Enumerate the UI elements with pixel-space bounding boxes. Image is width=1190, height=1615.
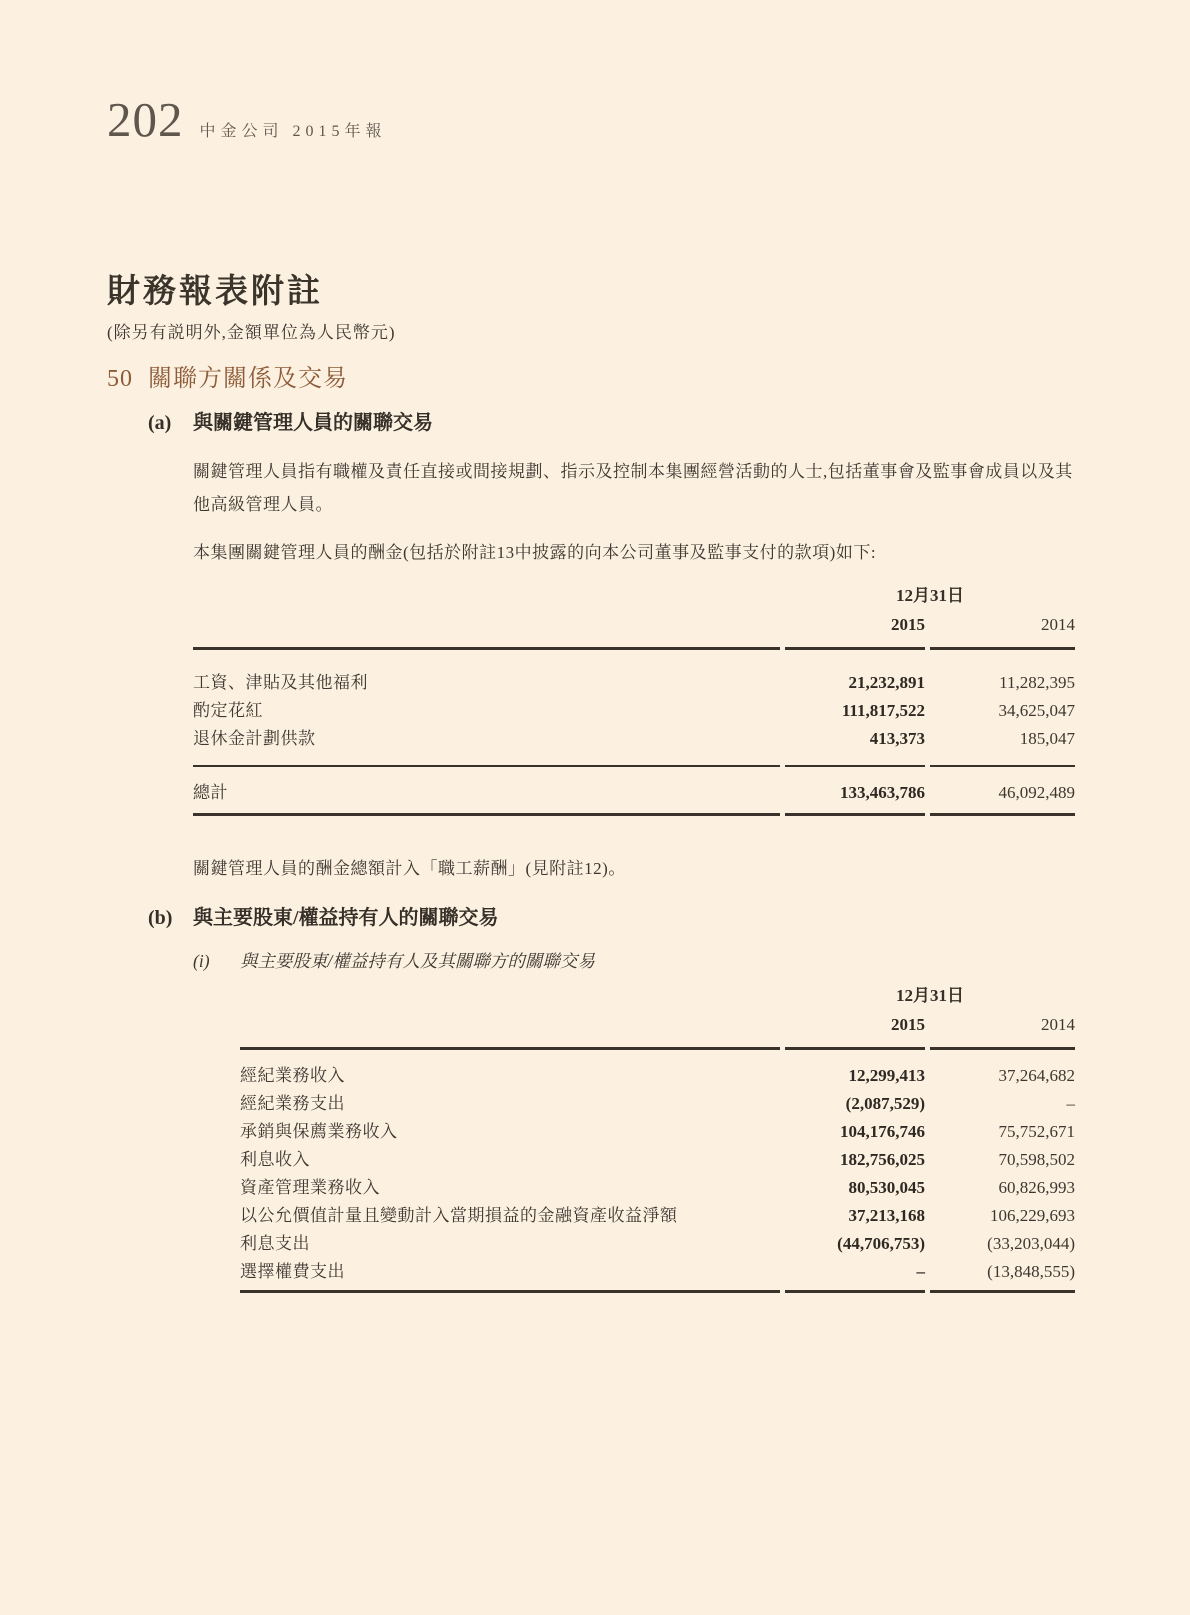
- row-value-2015: 104,176,746: [840, 1122, 925, 1141]
- running-head: [107, 92, 387, 148]
- table-row: [240, 1090, 1075, 1118]
- subsection-b-title: 與主要股東/權益持有人的關聯交易: [193, 907, 499, 929]
- row-value-2014: 70,598,502: [998, 1150, 1075, 1169]
- section-number: 50: [107, 366, 133, 392]
- table2-col-2015: 2015: [891, 1015, 925, 1034]
- table1-body: [193, 650, 1075, 765]
- page-number: 202: [107, 92, 184, 147]
- subsection-a-title: 與關鍵管理人員的關聯交易: [193, 412, 433, 434]
- table2-bottom-rule: [240, 1290, 1075, 1293]
- table2-body: [240, 1050, 1075, 1290]
- subsection-b-marker: (b): [148, 907, 173, 929]
- subsection-b-i-marker: (i): [193, 951, 210, 971]
- paragraph-remuneration-note: 關鍵管理人員的酬金總額計入「職工薪酬」(見附註12)。: [193, 859, 626, 878]
- table-row: [240, 1202, 1075, 1230]
- section-title: 關聯方關係及交易: [148, 366, 348, 392]
- table1-col-2014: 2014: [1041, 615, 1075, 634]
- row-value-2014: 11,282,395: [999, 673, 1075, 692]
- row-value-2015: 12,299,413: [848, 1066, 925, 1085]
- paragraph-key-management-definition: 關鍵管理人員指有職權及責任直接或間接規劃、指示及控制本集團經營活動的人士,包括董事會及監事會成員以及其他高級管理人員。: [193, 462, 1073, 514]
- row-value-2015: 413,373: [869, 729, 925, 748]
- row-label: 經紀業務支出: [240, 1094, 345, 1113]
- table2-date-header-row: [240, 983, 1075, 1009]
- row-value-2015: 111,817,522: [841, 701, 925, 720]
- table1-date-header: 12月31日: [896, 586, 964, 605]
- row-value-2014: –: [1066, 1094, 1075, 1113]
- table1-year-header-row: [193, 613, 1075, 647]
- table2-year-header-row: [240, 1013, 1075, 1047]
- row-label: 資產管理業務收入: [240, 1178, 380, 1197]
- table1-date-header-row: [193, 583, 1075, 609]
- table-row: [193, 725, 1075, 753]
- row-label: 利息支出: [240, 1234, 310, 1253]
- report-brand: 中金公司 2015年報: [199, 123, 387, 140]
- row-value-2014: 60,826,993: [998, 1178, 1075, 1197]
- subsection-a-heading: [148, 408, 433, 438]
- table-row: [240, 1118, 1075, 1146]
- row-value-2014: (33,203,044): [987, 1234, 1075, 1253]
- table2-date-header: 12月31日: [896, 986, 964, 1005]
- row-label: 承銷與保薦業務收入: [240, 1122, 398, 1141]
- table2-header-rule: [240, 1047, 1075, 1050]
- subsection-b-i-heading: [193, 948, 595, 974]
- table-row: [193, 697, 1075, 725]
- row-value-2015: 21,232,891: [848, 673, 925, 692]
- row-value-2015: –: [916, 1262, 925, 1281]
- row-value-2014: 106,229,693: [990, 1206, 1075, 1225]
- row-value-2014: (13,848,555): [987, 1262, 1075, 1281]
- page-title: 財務報表附註: [107, 274, 323, 310]
- row-label: 工資、津貼及其他福利: [193, 673, 368, 692]
- subsection-a-marker: (a): [148, 412, 172, 434]
- row-label: 以公允價值計量且變動計入當期損益的金融資產收益淨額: [240, 1206, 678, 1225]
- shareholder-transactions-table: [240, 983, 1075, 1293]
- row-label: 酌定花紅: [193, 701, 263, 720]
- row-label: 經紀業務收入: [240, 1066, 345, 1085]
- paragraph-remuneration-intro: 本集團關鍵管理人員的酬金(包括於附註13中披露的向本公司董事及監事支付的款項)如下:: [193, 543, 877, 562]
- table1-bottom-rule: [193, 813, 1075, 816]
- row-label: 選擇權費支出: [240, 1262, 345, 1281]
- row-value-2015: 37,213,168: [848, 1206, 925, 1225]
- table1-total-row: [193, 767, 1075, 813]
- total-label: 總計: [193, 782, 228, 802]
- table-row: [240, 1258, 1075, 1286]
- row-value-2014: 34,625,047: [998, 701, 1075, 720]
- row-value-2015: (2,087,529): [845, 1094, 925, 1113]
- row-label: 退休金計劃供款: [193, 729, 316, 748]
- total-value-2014: 46,092,489: [998, 782, 1075, 802]
- row-value-2015: 182,756,025: [840, 1150, 925, 1169]
- row-value-2014: 37,264,682: [998, 1066, 1075, 1085]
- remuneration-table: [193, 583, 1075, 816]
- table-row: [240, 1146, 1075, 1174]
- table1-header-rule: [193, 647, 1075, 650]
- table-row: [240, 1230, 1075, 1258]
- section-50-heading: [107, 362, 348, 396]
- table-row: [193, 669, 1075, 697]
- row-value-2015: 80,530,045: [848, 1178, 925, 1197]
- table1-subtotal-rule: [193, 765, 1075, 767]
- table-row: [240, 1062, 1075, 1090]
- total-value-2015: 133,463,786: [840, 782, 925, 802]
- row-label: 利息收入: [240, 1150, 310, 1169]
- row-value-2015: (44,706,753): [837, 1234, 925, 1253]
- page-subtitle: (除另有説明外,金額單位為人民幣元): [107, 323, 396, 342]
- table1-col-2015: 2015: [891, 615, 925, 634]
- table2-col-2014: 2014: [1041, 1015, 1075, 1034]
- subsection-b-heading: [148, 903, 499, 933]
- table-row: [240, 1174, 1075, 1202]
- subsection-b-i-title: 與主要股東/權益持有人及其關聯方的關聯交易: [240, 951, 595, 971]
- row-value-2014: 185,047: [1019, 729, 1075, 748]
- row-value-2014: 75,752,671: [998, 1122, 1075, 1141]
